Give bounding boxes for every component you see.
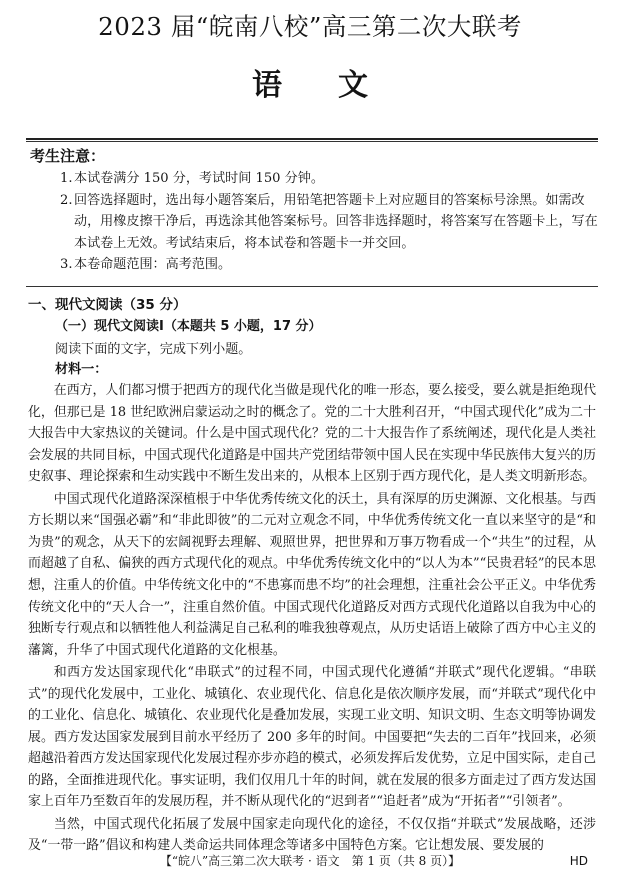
notice-item	[60, 254, 600, 276]
notice-divider	[26, 286, 598, 287]
passage-paragraph: 中国式现代化道路深深植根于中华优秀传统文化的沃土，具有深厚的历史渊源、文化根基。与西方长期以来“国强必霸”和“非此即彼”的二元对立观念不同，中华优秀传统文化一直以来坚守的是“和为贵”的观念，从天下的宏阔视野去理解、观照世界，把世界和万事万物看成一个“共生”的过程，从而超越了自私、偏狭的西方式现代化的观点。中华优秀传统文化中的“以人为本”“民贵君轻”的民本思想，注重人的价值。中华传统文化中的“不患寡而患不均”的社会理想，注重社会公平正义。中华优秀传统文化中的“天人合一”，注重自然价值。中国式现代化道路反对西方式现代化道路以自我为中心的独断专行观点和以牺牲他人利益满足自己私利的唯我独尊观点，从历史话语上破除了西方中心主义的藩篱，升华了中国式现代化道路的文化根基。	[28, 491, 596, 658]
reading-passage	[28, 380, 596, 857]
notice-item-number: 3.	[60, 257, 73, 272]
subsection-heading: （一）现代文阅读Ⅰ（本题共 5 小题，17 分）	[55, 319, 322, 334]
notice-item-number: 2.	[60, 192, 73, 208]
footer-code: HD	[569, 854, 588, 868]
passage-paragraph: 在西方，人们都习惯于把西方的现代化当做是现代化的唯一形态，要么接受，要么就是拒绝现代化，但那已是 18 世纪欧洲启蒙运动之时的概念了。党的二十大胜利召开，“中国式现代化”成为二十大报告中大家热议的关键词。什么是中国式现代化？党的二十大报告作了系统阐述，现代化是人类社会发展的共同目标，中国式现代化道路是中国共产党团结带领中国人民在实现中华民族伟大复兴的历史叙事、理论探索和生动实践中不断生发出来的，从根本上区别于西方现代化，是人类文明新形态。	[28, 383, 596, 485]
header-divider-top	[26, 138, 598, 140]
notice-item-text: 本卷命题范围：高考范围。	[74, 257, 232, 272]
reading-instruction: 阅读下面的文字，完成下列小题。	[55, 342, 252, 357]
passage-paragraph: 当然，中国式现代化拓展了发展中国家走向现代化的途径，不仅仅指“并联式”发展战略，还涉及“一带一路”倡议和构建人类命运共同体理念等诸多中国特色方案。它让想发展、要发展的	[28, 816, 596, 854]
notice-item	[60, 168, 600, 190]
notice-list	[60, 168, 600, 276]
notice-item-number: 1.	[60, 171, 73, 186]
notice-item	[60, 190, 600, 255]
notice-item-text: 本试卷满分 150 分，考试时间 150 分钟。	[74, 171, 324, 186]
notice-heading: 考生注意：	[30, 147, 106, 165]
page-footer: 【“皖八”高三第二次大联考 · 语文 第 1 页（共 8 页）】	[159, 854, 461, 868]
notice-item-text: 回答选择题时，选出每小题答案后，用铅笔把答题卡上对应题目的答案标号涂黑。如需改动，用橡皮擦干净后，再选涂其他答案标号。回答非选择题时，将答案写在答题卡上，写在本试卷上无效。考试结束后，将本试卷和答题卡一并交回。	[74, 192, 598, 251]
exam-title: 2023 届“皖南八校”高三第二次大联考	[98, 12, 522, 41]
header-divider-bottom	[26, 141, 598, 142]
passage-paragraph: 和西方发达国家现代化“串联式”的过程不同，中国式现代化遵循“并联式”现代化逻辑。“串联式”的现代化发展中，工业化、城镇化、农业现代化、信息化是依次顺序发展，而“并联式”现代化中的工业化、信息化、城镇化、农业现代化是叠加发展，实现工业文明、知识文明、生态文明等协调发展。西方发达国家发展到目前水平经历了 200 多年的时间。中国要把“失去的二百年”找回来，必须超越沿着西方发达国家现代化发展过程亦步亦趋的模式，必须发挥后发优势，立足中国实际，走自己的路，全面推进现代化。事实证明，我们仅用几十年的时间，就在发展的很多方面走过了西方发达国家上百年乃至数百年的发展历程，并不断从现代化的“迟到者”“追赶者”成为“开拓者”“引领者”。	[28, 664, 596, 810]
subject-title: 语文	[252, 68, 424, 103]
section-heading: 一、现代文阅读（35 分）	[28, 297, 187, 313]
material-label: 材料一：	[55, 362, 108, 377]
